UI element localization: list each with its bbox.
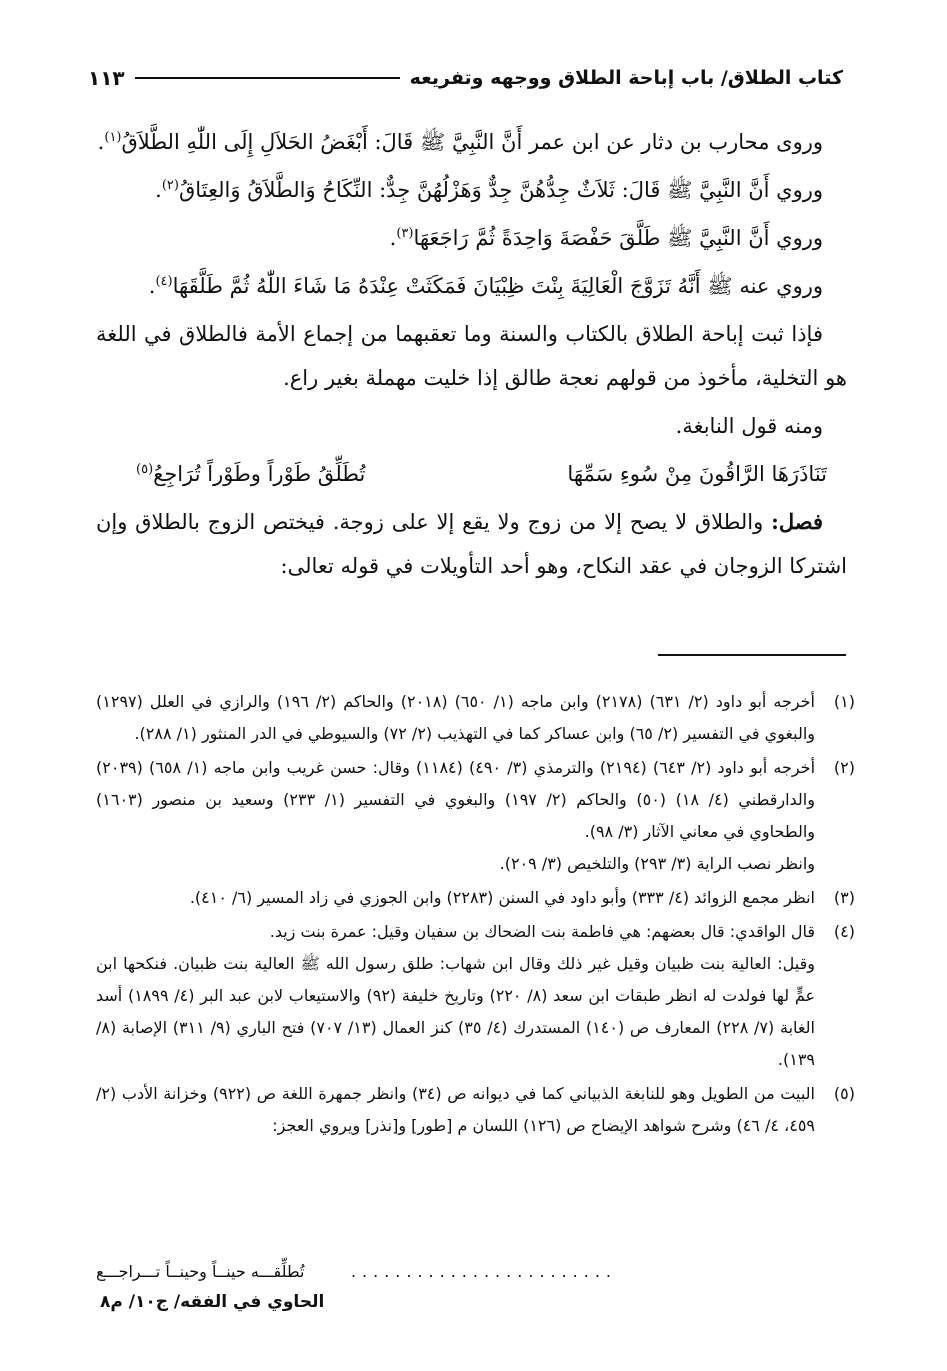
paragraph-definition: فإذا ثبت إباحة الطلاق بالكتاب والسنة وما تعقبهما من إجماع الأمة فالطلاق في اللغة هو التخلية، مأخوذ من قولهم نعجة طالق إذا خليت مهملة بغير راع. <box>96 322 847 390</box>
footnote-body <box>96 686 815 750</box>
footnote-reference: (٢) <box>161 178 179 193</box>
footnote-reference: (٥) <box>136 462 154 477</box>
footnote-3 <box>96 882 855 914</box>
footnote-1 <box>96 686 855 750</box>
footnote-line: أخرجه أبو داود (٢/ ٦٤٣) (٢١٩٤) والترمذي (٣/ ٤٩٠) (١١٨٤) وقال: حسن غريب وابن ماجه (١/ ٦٥٨) (٢٠٣٩) والدارقطني (٤/ ١٨) (٥٠) والحاكم (٢/ ١٩٧) والبغوي في التفسير (١/ ٢٣٣) وسعيد بن منصور (١٦٠٣) والطحاوي في معاني الآثار (٣/ ٩٨). <box>96 758 816 841</box>
verse-second-hemistich <box>136 452 365 496</box>
paragraph-hadith-4 <box>96 264 847 308</box>
paragraph-hadith-3 <box>96 216 847 260</box>
main-text <box>96 120 847 592</box>
paragraph-hadith-2 <box>96 168 847 212</box>
verse-alternate-hemistich: تُطلِّقـــه حينــاً وحينــاً تـــراجـــع <box>96 1262 305 1281</box>
footnote-reference: (٣) <box>396 226 414 241</box>
section-label: فصل: <box>771 509 823 534</box>
header-rule <box>135 77 400 79</box>
footnote-4 <box>96 916 855 1076</box>
full-stop: . <box>97 130 105 154</box>
footnote-number: (٤) <box>833 922 855 941</box>
footnote-number: (٣) <box>833 888 855 907</box>
footnote-line: البيت من الطويل وهو للنابغة الذبياني كما في ديوانه ص (٣٤) وانظر جمهرة اللغة ص (٩٢٢) وخزانة الأدب (٢/ ٤٥٩، ٤/ ٤٦) وشرح شواهد الإيضاح ص (١٢٦) اللسان م [طور] و[نذر] ويروي العجز: <box>96 1084 815 1135</box>
footnote-verse <box>96 1262 617 1281</box>
volume-signature: الحاوي في الفقه/ ج١٠/ م٨ <box>100 1292 325 1312</box>
footnote-number: (١) <box>833 692 855 711</box>
footnote-number: (٢) <box>833 758 855 777</box>
paragraph-text: وروي أَنَّ النَّبِيَّ ﷺ طَلَّقَ حَفْصَةَ وَاحِدَةً ثُمَّ رَاجَعَهَا <box>413 226 823 250</box>
footnote-separator <box>658 654 846 656</box>
page-header <box>88 60 843 96</box>
full-stop: . <box>389 226 397 250</box>
footnote-body <box>96 1078 815 1142</box>
footnote-2 <box>96 752 855 880</box>
paragraph-text: وروي أَنَّ النَّبِيَّ ﷺ قَالَ: ثَلاَثٌ جِدُّهُنَّ جِدٌّ وَهَزْلُهُنَّ جِدٌّ: النِّكَاحُ وَالطَّلاَقُ وَالعِتَاقُ <box>178 178 823 202</box>
paragraph-poet-intro: ومنه قول النابغة. <box>675 414 823 438</box>
verse-second-text: تُطَلِّقُ طَوْراً وطَوْراً تُرَاجِعُ <box>153 462 366 486</box>
footnote-5 <box>96 1078 855 1142</box>
paragraph-text: وروى محارب بن دثار عن ابن عمر أَنَّ النَّبِيَّ ﷺ قَالَ: أَبْغَضُ الحَلاَلِ إِلَى اللّٰهِ الطَّلاَقُ <box>121 130 823 154</box>
footnote-line: انظر مجمع الزوائد (٤/ ٣٣٣) وأبو داود في السنن (٢٢٨٣) وابن الجوزي في زاد المسير (٦/ ٤١٠). <box>189 888 815 907</box>
footnotes <box>96 686 855 1144</box>
footnote-line: وقيل: العالية بنت ظبيان وقيل غير ذلك وقال ابن شهاب: طلق رسول الله ﷺ العالية بنت ظبيان. فنكحها ابن عمٍّ لها فولدت له انظر طبقات ابن سعد (٨/ ٢٢٠) وتاريخ خليفة (٩٢) والاستيعاب لابن عبد البر (٤/ ١٨٩٩) أسد الغابة (٧/ ٢٢٨) المعارف ص (١٤٠) المستدرك (٤/ ٣٥) كنز العمال (١٣/ ٧٠٧) فتح الباري (٩/ ٣١١) الإصابة (٨/ ١٣٩). <box>96 954 816 1069</box>
footnote-body <box>96 882 815 914</box>
full-stop: . <box>155 178 162 202</box>
running-title: كتاب الطلاق/ باب إباحة الطلاق ووجهه وتفريعه <box>409 67 843 89</box>
poem-verse <box>96 452 847 496</box>
footnote-body <box>96 752 815 880</box>
full-stop: . <box>148 274 156 298</box>
footnote-number: (٥) <box>833 1084 855 1103</box>
page-number: ١١٣ <box>88 66 125 90</box>
paragraph-section <box>96 500 847 588</box>
footnote-line: وانظر نصب الراية (٣/ ٢٩٣) والتلخيص (٣/ ٢٠٩). <box>499 854 815 873</box>
footnote-reference: (١) <box>104 130 122 145</box>
footnote-line: أخرجه أبو داود (٢/ ٦٣١) (٢١٧٨) وابن ماجه (١/ ٦٥٠) (٢٠١٨) والحاكم (٢/ ١٩٦) والرازي في العلل (١٢٩٧) والبغوي في التفسير (٢/ ٦٥) وابن عساكر كما في التهذيب (٢/ ٧٢) والسيوطي في الدر المنثور (١/ ٢٨٨). <box>96 692 816 743</box>
paragraph-text: وروي عنه ﷺ أَنَّهُ تَزَوَّجَ الْعَالِيَةَ بِنْتَ ظِبْيَانَ فَمَكَثَتْ عِنْدَهُ مَا شَاءَ اللّٰهُ ثُمَّ طَلَّقَهَا <box>172 274 823 298</box>
footnote-line: قال الواقدي: قال بعضهم: هي فاطمة بنت الضحاك بن سفيان وقيل: عمرة بنت زيد. <box>269 922 815 941</box>
verse-ellipsis: ........................ <box>350 1262 617 1281</box>
verse-first-hemistich: تَنَاذَرَهَا الرَّاقُونَ مِنْ سُوءِ سَمِّهَا <box>567 462 827 486</box>
section-text: والطلاق لا يصح إلا من زوج ولا يقع إلا على زوجة. فيختص الزوج بالطلاق وإن اشتركا الزوجان في عقد النكاح، وهو أحد التأويلات في قوله تعالى: <box>96 510 847 578</box>
footnote-body <box>96 916 815 1076</box>
paragraph-hadith-1 <box>96 120 847 164</box>
footnote-reference: (٤) <box>155 274 173 289</box>
